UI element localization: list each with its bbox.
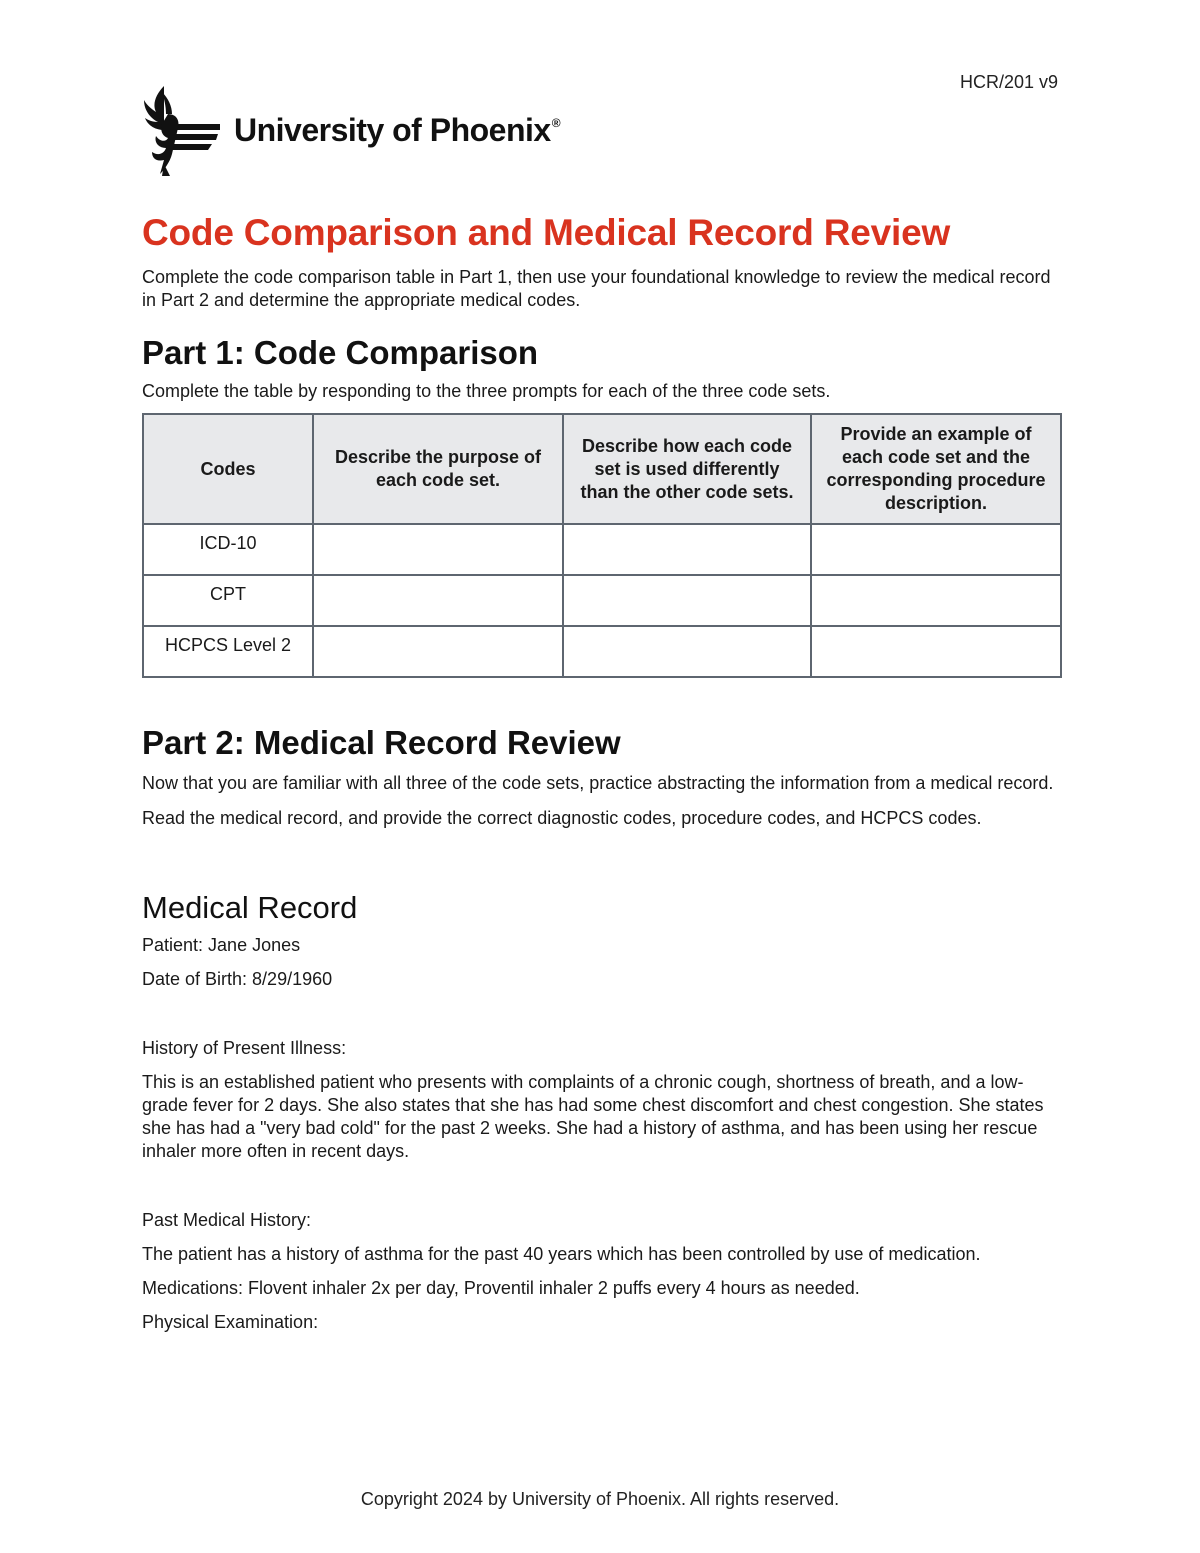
table-header-cell: Codes — [143, 414, 313, 524]
registered-mark: ® — [551, 115, 561, 130]
patient-name: Patient: Jane Jones — [142, 935, 301, 955]
table-cell-purpose[interactable] — [313, 575, 563, 626]
pmh-text: The patient has a history of asthma for the past 40 years which has been controlled by use of medication. — [142, 1244, 981, 1264]
hpi-text: This is an established patient who presents with complaints of a chronic cough, shortness of breath, and a low-grade fever for 2 days. She also states that she has had some chest discomfort and chest congestion. She states she has had a "very bad cold" for the past 2 weeks. She had a history of asthma, and has been using her rescue inhaler more often in recent days. — [142, 1072, 1044, 1161]
intro-text: Complete the code comparison table in Part 1, then use your foundational knowledge to review the medical record in Part 2 and determine the appropriate medical codes. — [142, 267, 1051, 310]
part1-description: Complete the table by responding to the three prompts for each of the three code sets. — [142, 381, 831, 401]
table-cell-code: ICD-10 — [143, 524, 313, 575]
table-header-cell: Provide an example of each code set and the corresponding procedure description. — [811, 414, 1061, 524]
course-code: HCR/201 v9 — [959, 72, 1058, 92]
copyright: Copyright 2024 by University of Phoenix. All rights reserved. — [360, 1489, 840, 1509]
medications: Medications: Flovent inhaler 2x per day, Proventil inhaler 2 puffs every 4 hours as needed. — [142, 1278, 860, 1298]
part2-paragraph-1: Now that you are familiar with all three of the code sets, practice abstracting the information from a medical record. — [142, 773, 1054, 793]
page-title: Code Comparison and Medical Record Review — [142, 212, 951, 253]
university-logo — [142, 84, 560, 176]
table-row — [143, 626, 1061, 677]
part2-heading: Part 2: Medical Record Review — [142, 724, 621, 761]
logo-text: University of Phoenix® — [234, 111, 561, 148]
table-header-cell: Describe the purpose of each code set. — [313, 414, 563, 524]
code-comparison-table — [142, 413, 1062, 678]
table-cell-usage[interactable] — [563, 575, 811, 626]
table-cell-usage[interactable] — [563, 524, 811, 575]
table-cell-purpose[interactable] — [313, 524, 563, 575]
table-cell-example[interactable] — [811, 524, 1061, 575]
table-cell-code: HCPCS Level 2 — [143, 626, 313, 677]
hpi-label: History of Present Illness: — [142, 1038, 347, 1058]
pmh-label: Past Medical History: — [142, 1210, 312, 1230]
medical-record-heading: Medical Record — [142, 890, 358, 925]
table-cell-example[interactable] — [811, 626, 1061, 677]
document-body — [142, 212, 1060, 1334]
table-cell-example[interactable] — [811, 575, 1061, 626]
date-of-birth: Date of Birth: 8/29/1960 — [142, 969, 333, 989]
table-cell-usage[interactable] — [563, 626, 811, 677]
table-header-cell: Describe how each code set is used differently than the other code sets. — [563, 414, 811, 524]
table-cell-purpose[interactable] — [313, 626, 563, 677]
table-cell-code: CPT — [143, 575, 313, 626]
table-row — [143, 524, 1061, 575]
part1-heading: Part 1: Code Comparison — [142, 334, 539, 371]
part2-paragraph-2: Read the medical record, and provide the correct diagnostic codes, procedure codes, and HCPCS codes. — [142, 808, 982, 828]
physical-exam-label: Physical Examination: — [142, 1312, 319, 1332]
table-header-row — [143, 414, 1061, 524]
table-row — [143, 575, 1061, 626]
phoenix-bird-icon — [142, 84, 222, 176]
